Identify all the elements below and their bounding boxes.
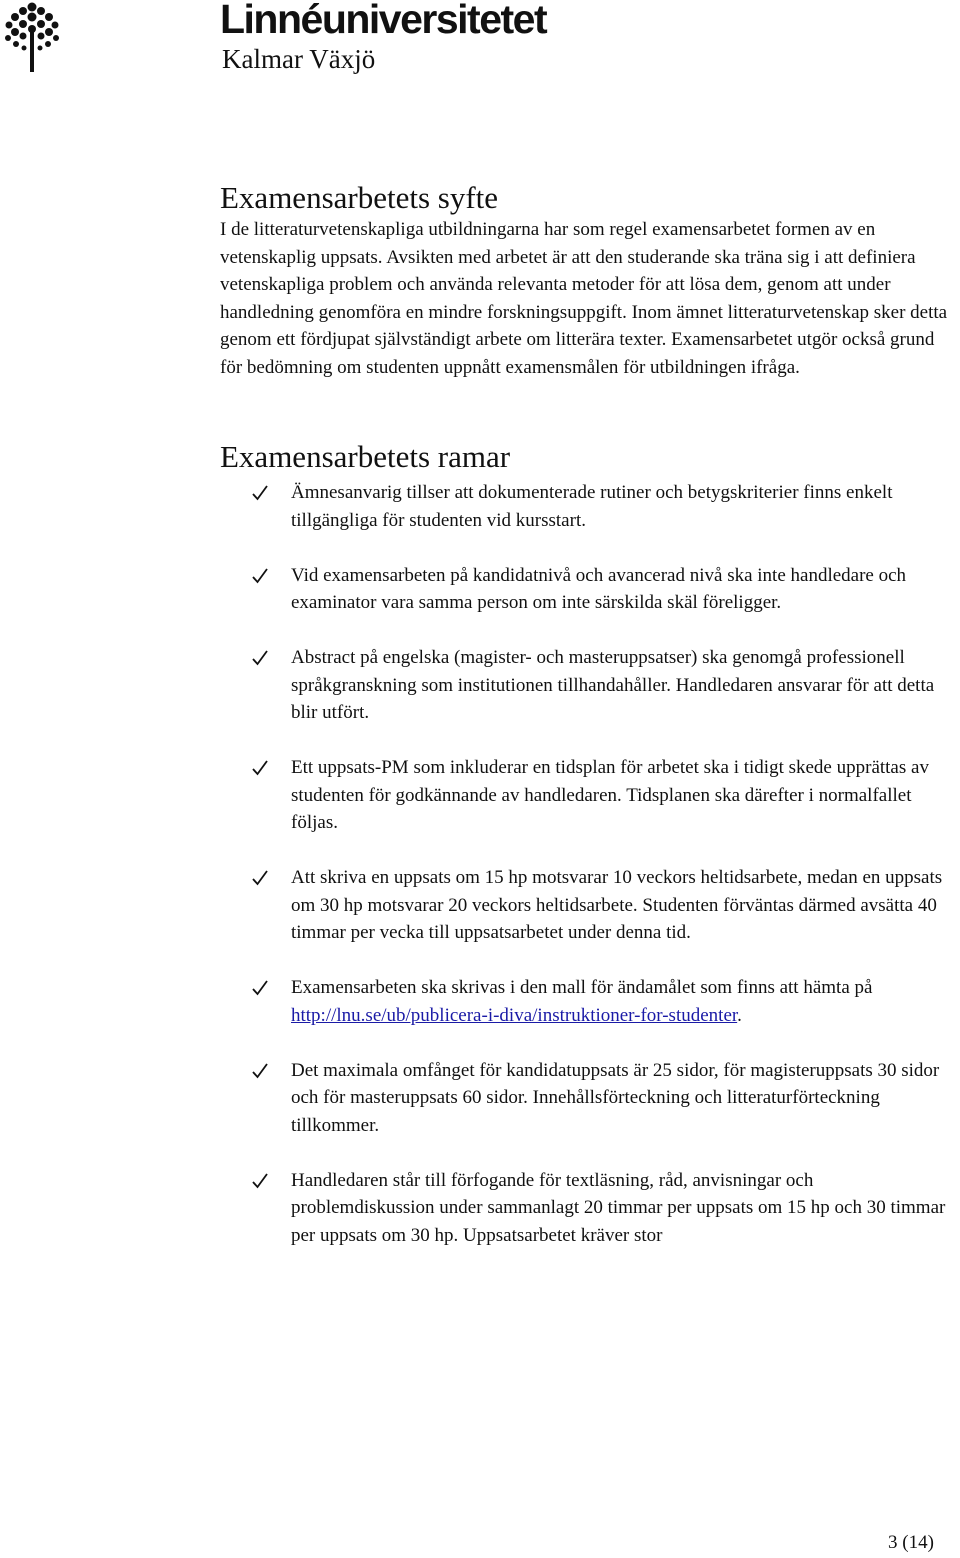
checkmark-icon [251, 484, 269, 502]
list-item-text: Det maximala omfånget för kandidatuppsats är 25 sidor, för magisteruppsats 30 sidor och för masteruppsats 60 sidor. Innehållsförteckning och litteraturförteckning tillkommer. [291, 1059, 940, 1136]
checkmark-icon [251, 869, 269, 887]
list-item-text: Examensarbeten ska skrivas i den mall för ändamålet som finns att hämta på [291, 977, 873, 998]
checkmark-icon [251, 759, 269, 777]
checkmark-icon [251, 567, 269, 585]
checkmark-icon [251, 1062, 269, 1080]
section-framework [220, 439, 958, 1249]
section-paragraph: I de litteraturvetenskapliga utbildningarna har som regel examensarbetet formen av en vetenskaplig uppsats. Avsikten med arbetet är att den studerande ska träna sig i att definiera vetenskapliga problem och använda relevanta metoder för att lösa dem, genom att under handledning genomföra en mindre forskningsuppgift. Inom ämnet litteraturvetenskap sker detta genom ett fördjupat självständigt arbete om litterära texter. Examensarbetet utgör också grund för bedömning om studenten uppnått examensmålen för utbildningen ifråga. [220, 219, 948, 378]
page-number: 3 (14) [888, 1532, 934, 1553]
list-item [220, 974, 958, 1029]
document-body [220, 180, 958, 1277]
list-item [220, 1057, 958, 1140]
list-item [220, 1167, 958, 1250]
list-item-text: Ett uppsats-PM som inkluderar en tidsplan för arbetet ska i tidigt skede upprättas av studenten för godkännande av handledaren. Tidsplanen ska därefter i normalfallet följas. [291, 757, 929, 833]
list-item-text: Abstract på engelska (magister- och masteruppsatser) ska genomgå professionell språkgranskning som institutionen tillhandahåller. Handledaren ansvarar för att detta blir utfört. [291, 647, 935, 723]
template-link[interactable]: http://lnu.se/ub/publicera-i-diva/instruktioner-for-studenter [291, 1004, 738, 1026]
campus-locations: Kalmar Växjö [222, 44, 376, 74]
list-item-text-end: . [737, 1004, 742, 1026]
list-item [220, 479, 958, 534]
university-logo [4, 2, 624, 82]
list-item [220, 754, 958, 837]
list-item-text: Att skriva en uppsats om 15 hp motsvarar 10 veckors heltidsarbete, medan en uppsats om 30 hp motsvarar 20 veckors heltidsarbete. Studenten förväntas därmed avsätta 40 timmar per vecka till uppsatsarbetet under denna tid. [291, 867, 943, 943]
section-heading: Examensarbetets ramar [220, 439, 511, 474]
checkmark-icon [251, 649, 269, 667]
section-heading: Examensarbetets syfte [220, 180, 499, 215]
list-item-text: Ämnesanvarig tillser att dokumenterade rutiner och betygskriterier finns enkelt tillgängliga för studenten vid kursstart. [291, 482, 893, 531]
list-item [220, 562, 958, 617]
checkmark-icon [251, 1172, 269, 1190]
list-item-text: Vid examensarbeten på kandidatnivå och avancerad nivå ska inte handledare och examinator vara samma person om inte särskilda skäl föreligger. [291, 564, 907, 613]
checklist [220, 479, 958, 1249]
list-item-text: Handledaren står till förfogande för textläsning, råd, anvisningar och problemdiskussion under sammanlagt 20 timmar per uppsats om 15 hp och 30 timmar per uppsats om 30 hp. Uppsatsarbetet kräver stor [291, 1169, 946, 1246]
checkmark-icon [251, 979, 269, 997]
list-item [220, 644, 958, 727]
list-item [220, 864, 958, 947]
tree-logo-icon [4, 2, 60, 74]
university-name: Linnéuniversitetet [220, 0, 547, 42]
section-purpose [220, 180, 958, 381]
